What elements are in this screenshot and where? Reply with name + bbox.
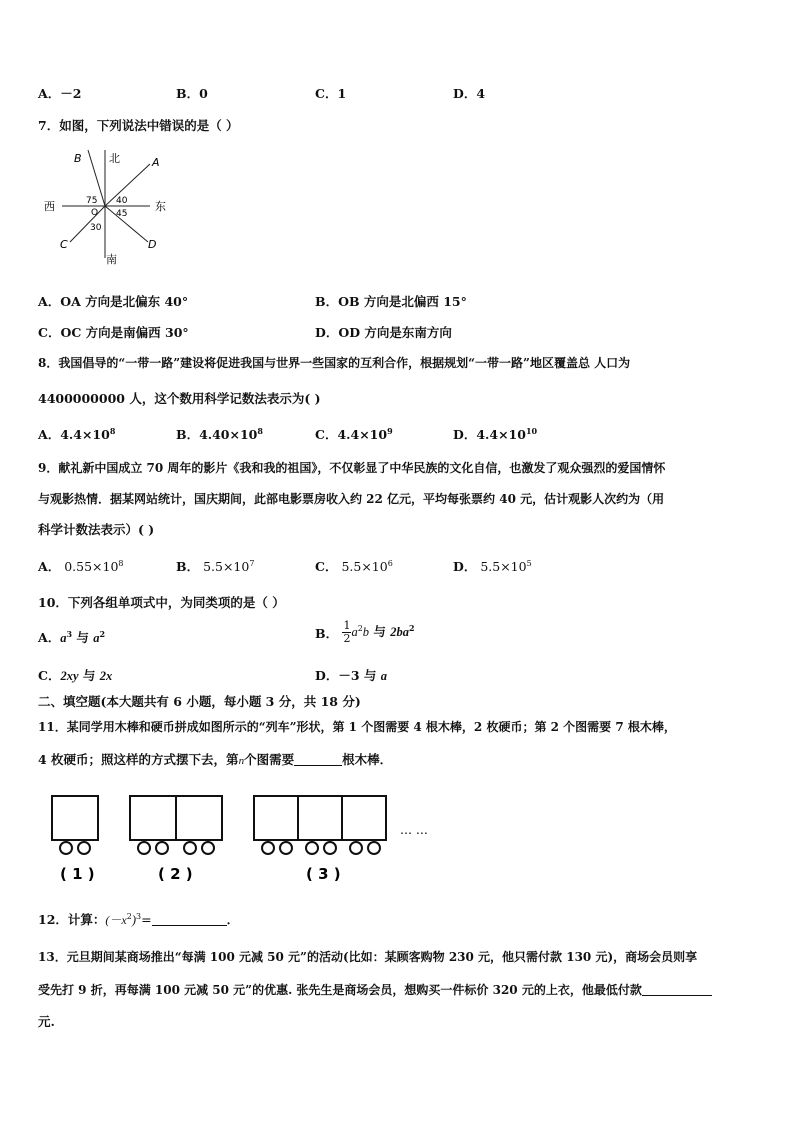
q11-answer-blank (294, 753, 342, 766)
q12-post: ． (226, 912, 240, 927)
fig3-coin (368, 842, 380, 854)
angle-30: 30 (90, 223, 102, 233)
fig3-coin (324, 842, 336, 854)
q9-b-label: B． (176, 559, 200, 574)
q10-c-mid: 与 (78, 668, 100, 683)
q13-line3: 元. (38, 1014, 55, 1029)
q10-c-t1: 2xy (60, 669, 79, 683)
q9-line3: 科学计数法表示）( ) (38, 522, 155, 537)
q8-d-base: D．4.4×10 (453, 427, 526, 442)
q8-option-d (453, 425, 537, 443)
angle-40: 40 (116, 196, 128, 206)
q9-line2: 与观影热情．据某网站统计，国庆期间，此部电影票房收入约 22 亿元，平均每张票约 40 元，估计观影人次约为（用 (38, 492, 665, 506)
q10-b-label: B． (315, 625, 339, 641)
q9-d-exp: 5 (526, 559, 532, 568)
q12-line (38, 910, 239, 928)
q11-line2-mid: 个图需要 (244, 752, 295, 767)
q10-d-t1: －3 (338, 668, 360, 683)
q11-fig3-label: ( 3 ) (306, 865, 341, 883)
q8-c-exp: 9 (387, 426, 393, 436)
fig2-coin (184, 842, 196, 854)
q9-option-c (315, 557, 393, 575)
q8-c-base: C．4.4×10 (315, 427, 388, 442)
q8-option-b (176, 425, 263, 443)
q12-expr-e1: 2 (126, 912, 132, 921)
q10-option-a (38, 628, 105, 646)
q9-c-base: 5.5×10 (341, 559, 388, 574)
q7-option-a: A．OA 方向是北偏东 40° (38, 294, 189, 309)
q9-a-label: A． (38, 559, 61, 574)
q9-a-exp: 8 (118, 559, 124, 568)
fig2-box (176, 796, 222, 840)
ray-oa (105, 164, 150, 206)
fig3-box (254, 796, 298, 840)
q7-stem: 7．如图，下列说法中错误的是（ ） (38, 118, 239, 133)
q10-stem: 10．下列各组单项式中，为同类项的是（ ） (38, 595, 285, 610)
angle-75: 75 (86, 196, 98, 206)
q9-option-b (176, 557, 254, 575)
q10-b-den: 2 (343, 632, 351, 645)
fig3-coin (350, 842, 362, 854)
fig1-coin (78, 842, 90, 854)
q12-expr-close: ) (131, 913, 136, 927)
q12-pre: 12．计算： (38, 912, 106, 927)
q8-option-c (315, 425, 393, 443)
q12-expr-e2: 3 (136, 912, 142, 921)
q9-line1: 9．献礼新中国成立 70 周年的影片《我和我的祖国》，不仅彰显了中华民族的文化自信，也激发了观众强烈的爱国情怀 (38, 461, 666, 475)
q10-option-d (315, 666, 387, 684)
q8-line2: 4400000000 人，这个数用科学记数法表示为( ) (38, 391, 321, 406)
q9-b-base: 5.5×10 (203, 559, 250, 574)
q9-option-d (453, 557, 532, 575)
q7-compass-figure (38, 142, 178, 267)
fig1-coin (60, 842, 72, 854)
fig3-coin (262, 842, 274, 854)
q10-a-t1: a (60, 631, 67, 645)
q10-a-label: A． (38, 630, 61, 645)
q6-option-b: B．0 (176, 86, 208, 101)
q10-a-t2: a (93, 631, 100, 645)
q8-b-exp: 8 (257, 426, 263, 436)
label-o: O (91, 208, 99, 218)
q11-line2-post: 根木棒． (342, 752, 393, 767)
q10-b-t1: a (351, 625, 358, 639)
q10-a-mid: 与 (72, 630, 94, 645)
q10-b-t1b: b (362, 625, 370, 639)
q9-a-base: 0.55×10 (64, 559, 119, 574)
label-north: 北 (109, 152, 120, 165)
label-d: D (148, 238, 157, 251)
q12-answer-blank (152, 913, 227, 926)
q8-a-base: A．4.4×10 (38, 427, 110, 442)
q11-train-figure (40, 792, 460, 887)
q12-expr-open: (－x (105, 913, 127, 927)
fig2-coin (138, 842, 150, 854)
q8-b-base: B．4.40×10 (176, 427, 258, 442)
q10-c-label: C． (38, 668, 61, 683)
label-c: C (60, 238, 68, 251)
q6-option-a: A．－2 (38, 86, 82, 101)
fig2-box (130, 796, 176, 840)
q12-eq: = (141, 912, 152, 927)
q10-c-t2: 2x (99, 669, 113, 683)
fig2-coin (156, 842, 168, 854)
fig3-coin (280, 842, 292, 854)
q9-c-label: C． (315, 559, 338, 574)
fig3-coin (306, 842, 318, 854)
q13-line2 (38, 981, 712, 998)
q13-answer-blank (642, 983, 712, 996)
q9-d-label: D． (453, 559, 477, 574)
q10-b-mid: 与 (369, 624, 391, 639)
q10-option-c (38, 666, 112, 684)
q8-line1: 8．我国倡导的“一带一路”建设将促进我国与世界一些国家的互利合作，根据规划“一带一路”地区覆盖总 人口为 (38, 356, 631, 370)
q11-line2-pre: 4 枚硬币；照这样的方式摆下去，第 (38, 752, 239, 767)
q11-fig1-label: ( 1 ) (60, 865, 95, 883)
q8-a-exp: 8 (109, 426, 116, 436)
q6-option-d: D．4 (453, 86, 486, 101)
q11-dots: … … (400, 823, 428, 837)
q10-a-e1: 3 (66, 629, 73, 639)
q10-d-mid: 与 (359, 668, 381, 683)
label-west: 西 (44, 200, 55, 213)
q7-option-d: D．OD 方向是东南方向 (315, 325, 452, 340)
section2-heading: 二、填空题(本大题共有 6 小题，每小题 3 分，共 18 分) (38, 694, 361, 709)
label-east: 东 (155, 200, 166, 213)
q10-b-e1: 2 (357, 624, 363, 633)
q11-line1: 11．某同学用木棒和硬币拼成如图所示的“列车”形状，第 1 个图需要 4 根木棒，2 枚硬币；第 2 个图需要 7 根木棒， (38, 720, 676, 734)
label-b: B (74, 152, 82, 165)
fig3-box (342, 796, 386, 840)
angle-45: 45 (116, 209, 128, 219)
q11-line2 (38, 750, 392, 768)
fig3-box (298, 796, 342, 840)
q10-d-label: D． (315, 668, 339, 683)
q8-option-a (38, 425, 115, 443)
q9-option-a (38, 557, 124, 575)
q10-b-e2: 2 (409, 623, 415, 633)
q9-b-exp: 7 (249, 559, 255, 568)
label-a: A (152, 156, 160, 169)
q6-option-c: C．1 (315, 86, 347, 101)
q8-d-exp: 10 (525, 426, 538, 436)
q10-option-b (315, 620, 415, 650)
fig1-box (52, 796, 98, 840)
q11-var-n: n (238, 755, 245, 767)
q11-fig2-label: ( 2 ) (158, 865, 193, 883)
q9-d-base: 5.5×10 (480, 559, 527, 574)
q7-option-b: B．OB 方向是北偏西 15° (315, 294, 467, 309)
q13-line2-text: 受先打 9 折，再每满 100 元减 50 元”的优惠. 张先生是商场会员，想购买一件标价 320 元的上衣，他最低付款 (38, 983, 642, 997)
label-south: 南 (106, 253, 117, 266)
q10-d-t2: a (380, 669, 388, 683)
fig2-coin (202, 842, 214, 854)
q13-line1: 13．元旦期间某商场推出“每满 100 元减 50 元”的活动(比如：某顾客购物 230 元，他只需付款 130 元)，商场会员则享 (38, 950, 698, 964)
q7-option-c: C．OC 方向是南偏西 30° (38, 325, 189, 340)
q10-b-num: 1 (343, 619, 351, 632)
q9-c-exp: 6 (387, 559, 393, 568)
q10-b-t2: 2ba (390, 625, 409, 639)
q10-a-e2: 2 (99, 629, 106, 639)
